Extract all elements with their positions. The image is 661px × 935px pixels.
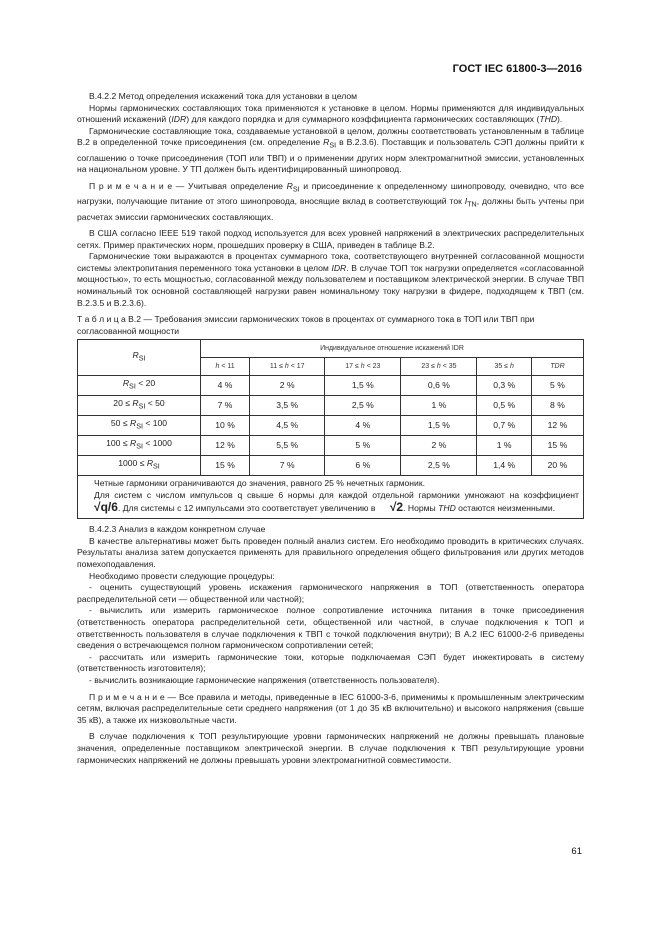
col-header: 11 ≤ h < 17: [250, 358, 325, 376]
table-row: [78, 416, 584, 436]
section-heading-b422: В.4.2.2 Метод определения искажений тока для установки в целом: [89, 91, 358, 101]
note: П р и м е ч а н и е — Все правила и методы, приведенные в IEC 61000-3-6, применимы к промышленным электрическим сетям, включая распределительные сети среднего напряжения (от 1 до 35 кВ включительно) и высокого напряжения (свыше 35 кВ), а также их низковольтные части.: [77, 691, 585, 725]
paragraph: Необходимо провести следующие процедуры:: [89, 570, 275, 581]
idr-group-header: Индивидуальное отношение искажений IDR: [201, 340, 584, 358]
table-cell: 12 %: [531, 416, 583, 436]
table-cell: 2 %: [250, 376, 325, 396]
sqrt-q-6-formula: √q/6: [94, 499, 118, 514]
rsi-cell: $50 \le R_{SI} < 100$: [78, 416, 201, 436]
paragraph: В США согласно IEEE 519 такой подход используется для всех уровней напряжений в электрических распределительных сетях. Пример практических норм, прошедших проверку в США, приведен в таблице В.2.: [77, 228, 584, 250]
list-item: - вычислить или измерить гармоническое полное сопротивление источника питания в точке присоединения (ответственность оператора распределительной сети, общественной или частной, в случае подключения к ТОП и ответственность пользователя в случае подключения к ТВП с точкой подключения внутри); В А.2 IEC 61000-2-6 приведены сведения о встречающемся полном гармоническом сопротивлении сетей;: [77, 605, 584, 651]
table-cell: 4 %: [201, 376, 250, 396]
rsi-cell: $R_{SI} < 20$: [78, 376, 201, 396]
list-item: - оценить существующий уровень искажения гармонического напряжения в ТОП (ответственность оператора распределительной сети — общественной или частной);: [77, 582, 584, 604]
table-row: [78, 436, 584, 456]
table-cell: 1,4 %: [477, 456, 531, 476]
rsi-cell: $20 \le R_{SI} < 50$: [78, 396, 201, 416]
table-caption: Т а б л и ц а В.2 — Требования эмиссии гармонических токов в процентах от суммарного тока в ТОП или ТВП при согласованной мощности: [77, 314, 535, 336]
table-cell: 1 %: [401, 396, 477, 416]
list-item: - вычислить возникающие гармонические напряжения (ответственность пользователя).: [89, 674, 440, 685]
table-cell: 7 %: [250, 456, 325, 476]
emission-table: [77, 339, 584, 519]
col-header: 17 ≤ h < 23: [325, 358, 401, 376]
table-cell: 6 %: [325, 456, 401, 476]
table-cell: 4 %: [325, 416, 401, 436]
table-cell: 0,7 %: [477, 416, 531, 436]
table-note: Для систем с числом импульсов q свыше 6 нормы для каждой отдельной гармоники умножают на коэффициент √q/6. Для системы с 12 импульсами это соответствует увеличению в √2. Нормы THD остаются неизменными.: [82, 490, 579, 514]
table-row: [78, 376, 584, 396]
table-cell: 15 %: [531, 436, 583, 456]
document-title: ГОСТ IEC 61800-3—2016: [452, 63, 582, 75]
table-cell: 0,6 %: [401, 376, 477, 396]
table-cell: 0,5 %: [477, 396, 531, 416]
table-cell: 1,5 %: [401, 416, 477, 436]
section-heading-b423: В.4.2.3 Анализ в каждом конкретном случае: [89, 524, 266, 535]
table-row: [78, 396, 584, 416]
table-cell: 0,3 %: [477, 376, 531, 396]
paragraph: Нормы гармонических составляющих тока применяются к установке в целом. Нормы применяются для индивидуальных отношений искажений (IDR) для каждого порядка и для суммарного коэффициента гармонических составляющих (THD).: [77, 102, 584, 125]
sqrt-2-formula: √2: [389, 499, 404, 514]
table-cell: 5,5 %: [250, 436, 325, 456]
table-notes: [78, 476, 584, 519]
table-cell: 10 %: [201, 416, 250, 436]
col-header: 23 ≤ h < 35: [401, 358, 477, 376]
paragraph: Гармонические токи выражаются в процентах суммарного тока, соответствующего внутренней согласованной мощности системы электропитания переменного тока установки в целом IDR. В случае ТОП ток нагрузки определяется «согласованной мощностью», то есть мощностью, согласованной между пользователем и поставщиком электрической энергии. В случае ТВП номинальный ток основной составляющей нагрузки равен номинальному току нагрузки в фидере, подходящем к ТВП (см. В.2.3.5 и В.2.3.6).: [77, 251, 584, 308]
table-cell: 5 %: [325, 436, 401, 456]
paragraph: Гармонические составляющие тока, создаваемые установкой в целом, должны соответствовать установленным в таблице В.2 в определенной точке присоединения (см. определение $R_{SI}$ в В.2.3.6). Поставщик и пользователь СЭП должны прийти к соглашению о точке присоединения (ТОП или ТВП) и о применении других норм электромагнитной эмиссии, установленных на национальном уровне. У ТП должен быть идентифицированный шинопровод.: [77, 125, 584, 175]
document-body: [77, 91, 584, 766]
table-cell: 5 %: [531, 376, 583, 396]
table-cell: 1 %: [477, 436, 531, 456]
table-cell: 1,5 %: [325, 376, 401, 396]
table-cell: 2 %: [401, 436, 477, 456]
col-header: h < 11: [201, 358, 250, 376]
table-cell: 7 %: [201, 396, 250, 416]
table-row: [78, 456, 584, 476]
table-cell: 4,5 %: [250, 416, 325, 436]
table-cell: 8 %: [531, 396, 583, 416]
table-cell: 2,5 %: [325, 396, 401, 416]
paragraph: В случае подключения к ТОП результирующие уровни гармонических напряжений не должны превышать плановые значения, определенные поставщиком электрической энергии. В случае подключения к ТВП результирующие уровни гармонических напряжений не должны превышать уровни электромагнитной совместимости.: [77, 731, 584, 765]
col-header: TDR: [531, 358, 583, 376]
page-number: 61: [571, 846, 582, 857]
table-cell: 3,5 %: [250, 396, 325, 416]
table-cell: 20 %: [531, 456, 583, 476]
list-item: - рассчитать или измерить гармонические токи, которые подключаемая СЭП будет инжектировать в систему (ответственность изготовителя);: [77, 651, 584, 674]
col-header: 35 ≤ h: [477, 358, 531, 376]
rsi-cell: $100 \le R_{SI} < 1000$: [78, 436, 201, 456]
table-cell: 15 %: [201, 456, 250, 476]
rsi-header: $R_{SI}$: [78, 340, 201, 376]
paragraph: В качестве альтернативы может быть проведен полный анализ систем. Его необходимо проводить в критических случаях. Результаты анализа затем допускается применять для правильного определения общего фильтрования или других методов помехоподавления.: [77, 535, 584, 569]
note: П р и м е ч а н и е — Учитывая определение $R_{SI}$ и присоединение к определенному шинопроводу, очевидно, что все нагрузки, получающие питание от этого шинопровода, вносящие вклад в соответствующий ток $I_{TN}$, должны быть учтены при расчетах эмиссии гармонических составляющих.: [77, 180, 585, 222]
table-note: Четные гармоники ограничиваются до значения, равного 25 % нечетных гармоник.: [94, 478, 425, 489]
table-cell: 2,5 %: [401, 456, 477, 476]
rsi-cell: $1000 \le R_{SI}$: [78, 456, 201, 476]
table-cell: 12 %: [201, 436, 250, 456]
